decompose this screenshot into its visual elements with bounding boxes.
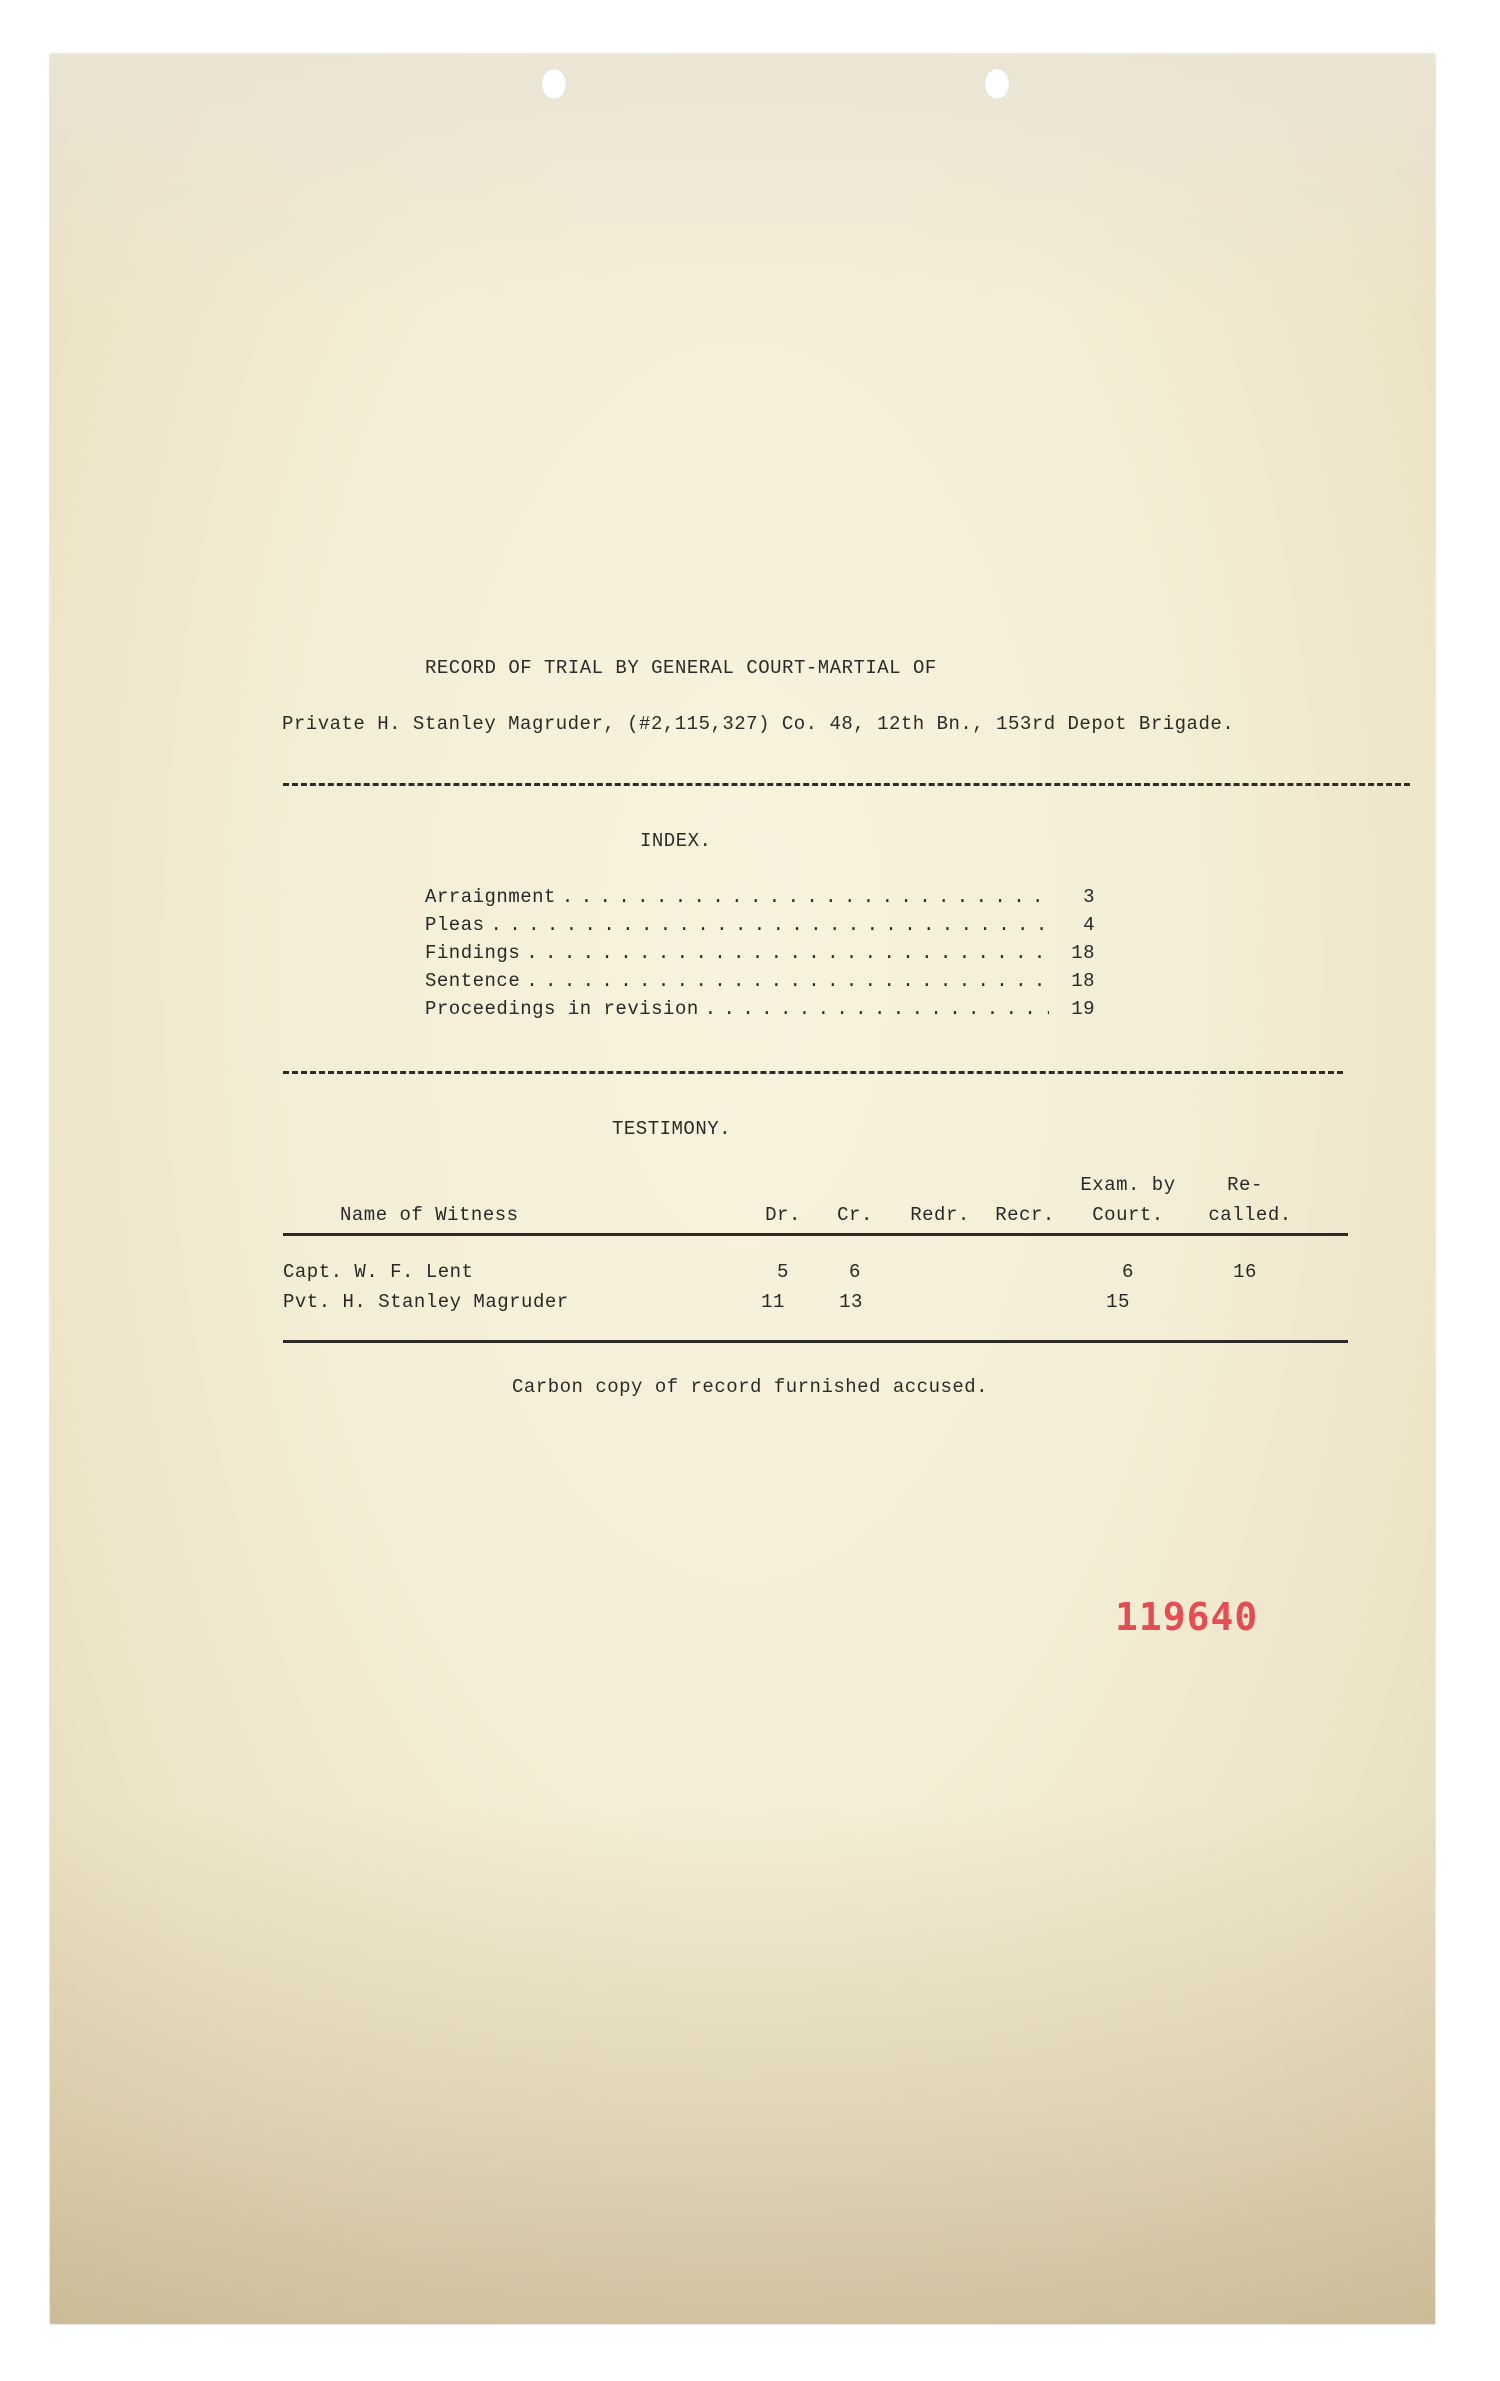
witness-exam: 6 (1122, 1261, 1134, 1283)
index-entry-page: 19 (1071, 998, 1095, 1020)
punch-hole-right (984, 68, 1010, 100)
punch-hole-left (541, 68, 567, 100)
witness-exam: 15 (1106, 1291, 1130, 1313)
dot-leader (526, 942, 1049, 964)
index-entry (425, 914, 1095, 942)
separator-dashes-middle (283, 1071, 1343, 1074)
column-header-exam-top: Exam. by (1080, 1174, 1176, 1196)
index-heading: INDEX. (640, 830, 712, 852)
index-entry (425, 998, 1095, 1026)
carbon-copy-note: Carbon copy of record furnished accused. (512, 1376, 989, 1398)
index-entry-page: 3 (1083, 886, 1095, 908)
witness-name: Pvt. H. Stanley Magruder (283, 1291, 569, 1313)
column-header-recalled-bottom: called. (1208, 1204, 1292, 1226)
table-footer-rule (283, 1340, 1348, 1343)
witness-dr: 11 (761, 1291, 785, 1313)
dot-leader (526, 970, 1049, 992)
column-header-cr: Cr. (837, 1204, 873, 1226)
column-header-recalled-top: Re- (1227, 1174, 1263, 1196)
index-entry (425, 942, 1095, 970)
separator-dashes-top (283, 783, 1410, 786)
index-entry-label: Arraignment (425, 886, 556, 908)
index-entry-label: Sentence (425, 970, 521, 992)
index-entry-label: Pleas (425, 914, 485, 936)
witness-cr: 6 (849, 1261, 861, 1283)
column-header-dr: Dr. (765, 1204, 801, 1226)
record-title: RECORD OF TRIAL BY GENERAL COURT-MARTIAL OF (425, 657, 937, 679)
index-entry-page: 4 (1083, 914, 1095, 936)
dot-leader (562, 886, 1049, 908)
column-header-exam-bottom: Court. (1092, 1204, 1164, 1226)
index-entry-label: Proceedings in revision (425, 998, 699, 1020)
witness-recalled: 16 (1233, 1261, 1257, 1283)
index-entry (425, 970, 1095, 998)
testimony-heading: TESTIMONY. (612, 1118, 732, 1140)
index-entry-label: Findings (425, 942, 521, 964)
dot-leader (491, 914, 1049, 936)
record-subject: Private H. Stanley Magruder, (#2,115,327) Co. 48, 12th Bn., 153rd Depot Brigade. (282, 713, 1235, 735)
dot-leader (705, 998, 1049, 1020)
witness-cr: 13 (839, 1291, 863, 1313)
index-entry-page: 18 (1071, 970, 1095, 992)
witness-name: Capt. W. F. Lent (283, 1261, 474, 1283)
index-entry (425, 886, 1095, 914)
index-entry-page: 18 (1071, 942, 1095, 964)
page-shading (50, 54, 1435, 314)
column-header-recr: Recr. (995, 1204, 1055, 1226)
column-header-redr: Redr. (910, 1204, 970, 1226)
column-header-witness: Name of Witness (340, 1204, 519, 1226)
archive-number-stamp: 119640 (1115, 1595, 1259, 1639)
witness-dr: 5 (777, 1261, 789, 1283)
table-header-rule (283, 1233, 1348, 1236)
